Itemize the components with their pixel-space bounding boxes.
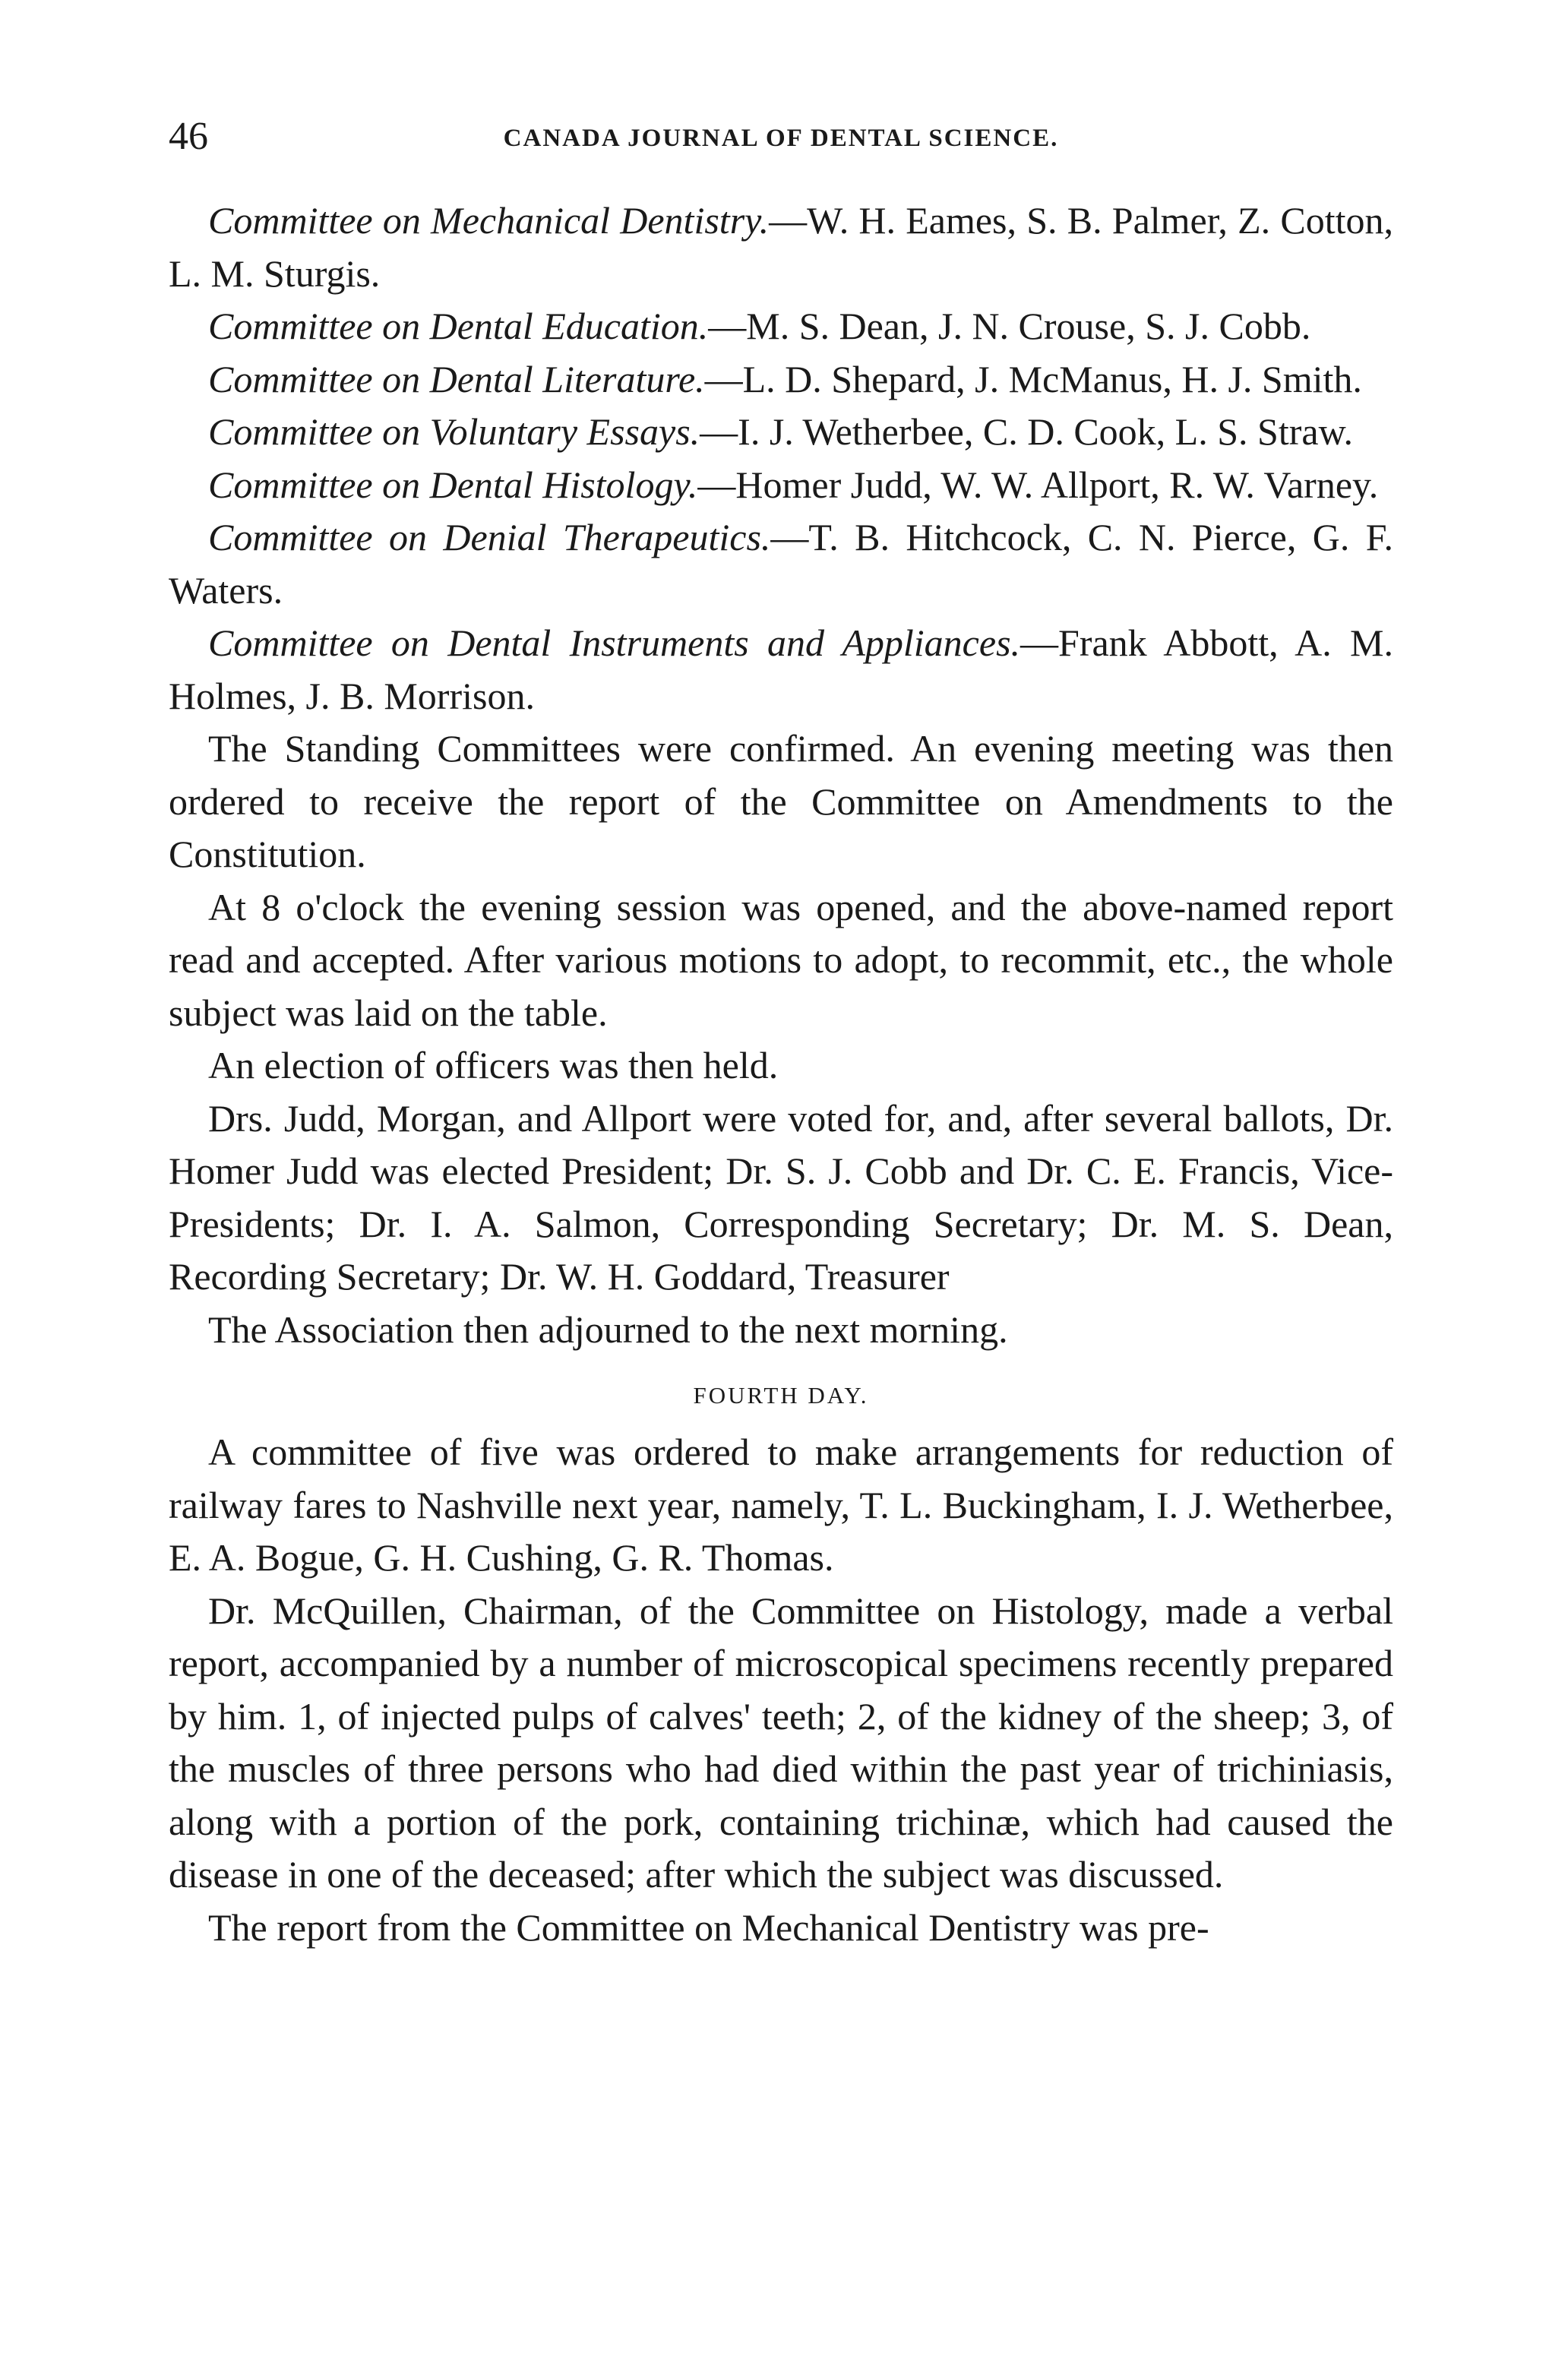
committee-name: Committee on Denial Therapeutics. bbox=[208, 516, 771, 558]
committee-name: Committee on Voluntary Essays. bbox=[208, 410, 700, 453]
committee-members: —Frank Abbott, A. M. Holmes, J. B. Morrison. bbox=[169, 621, 1393, 717]
committee-entry bbox=[169, 511, 1393, 617]
committee-members: —L. D. Shepard, J. McManus, H. J. Smith. bbox=[704, 357, 1362, 400]
running-head bbox=[169, 114, 1393, 167]
journal-page bbox=[169, 114, 1393, 1954]
committee-name: Committee on Dental Education. bbox=[208, 305, 709, 347]
committee-entry bbox=[169, 300, 1393, 353]
committee-name: Committee on Mechanical Dentistry. bbox=[208, 199, 770, 242]
paragraph: An election of officers was then held. bbox=[208, 1044, 779, 1086]
committee-entry bbox=[169, 617, 1393, 723]
committee-entry bbox=[169, 406, 1393, 459]
committee-entry bbox=[169, 194, 1393, 300]
committee-members: —Homer Judd, W. W. Allport, R. W. Varney. bbox=[697, 463, 1379, 506]
committee-name: Committee on Dental Instruments and Appliances. bbox=[208, 621, 1021, 664]
paragraph: Dr. McQuillen, Chairman, of the Committee on Histology, made a verbal report, accompanied by a number of microscopical specimens recently prepared by him. 1, of injected pulps of calves' teeth; 2, of the kidney of the sheep; 3, of the muscles of three persons who had died within the past year of trichiniasis, along with a portion of the pork, containing trichinæ, which had caused the disease in one of the deceased; after which the subject was discussed. bbox=[169, 1589, 1393, 1896]
committee-name: Committee on Dental Literature. bbox=[208, 357, 705, 400]
page-number: 46 bbox=[169, 115, 208, 158]
body-text bbox=[169, 194, 1393, 1954]
committee-members: —M. S. Dean, J. N. Crouse, S. J. Cobb. bbox=[708, 305, 1311, 347]
paragraph: Drs. Judd, Morgan, and Allport were voted for, and, after several ballots, Dr. Homer Judd was elected President; Dr. S. J. Cobb and Dr. C. E. Francis, Vice-Presidents; Dr. I. A. Salmon, Corresponding Secretary; Dr. M. S. Dean, Recording Secretary; Dr. W. H. Goddard, Treasurer bbox=[169, 1096, 1393, 1298]
committee-entry bbox=[169, 353, 1393, 406]
committee-members: —W. H. Eames, S. B. Palmer, Z. Cotton, L. M. Sturgis. bbox=[169, 199, 1393, 295]
committee-name: Committee on Dental Histology. bbox=[208, 463, 698, 506]
paragraph: The Association then adjourned to the next morning. bbox=[208, 1307, 1008, 1351]
committee-members: —T. B. Hitchcock, C. N. Pierce, G. F. Waters. bbox=[169, 516, 1393, 612]
paragraph: The report from the Committee on Mechanical Dentistry was pre- bbox=[208, 1905, 1209, 1949]
section-heading: FOURTH DAY. bbox=[693, 1382, 869, 1409]
paragraph: The Standing Committees were confirmed. An evening meeting was then ordered to receive the report of the Committee on Amendments to the Constitution. bbox=[169, 727, 1393, 875]
committee-entry bbox=[169, 459, 1393, 512]
paragraph: At 8 o'clock the evening session was opened, and the above-named report read and accepted. After various motions to adopt, to recommit, etc., the whole subject was laid on the table. bbox=[169, 885, 1393, 1034]
committee-members: —I. J. Wetherbee, C. D. Cook, L. S. Straw. bbox=[700, 410, 1353, 453]
journal-title: CANADA JOURNAL OF DENTAL SCIENCE. bbox=[503, 125, 1059, 152]
paragraph: A committee of five was ordered to make arrangements for reduction of railway fares to Nashville next year, namely, T. L. Buckingham, I. J. Wetherbee, E. A. Bogue, G. H. Cushing, G. R. Thomas. bbox=[169, 1431, 1393, 1579]
